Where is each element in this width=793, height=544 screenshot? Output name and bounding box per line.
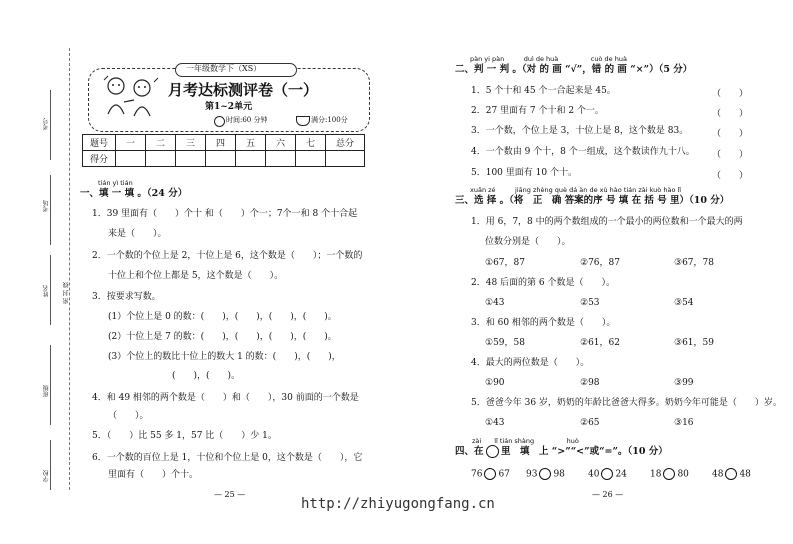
compare-left: 40 <box>588 469 600 480</box>
s2-item: 2．27 里面有 7 个十和 2 个一。 <box>471 106 604 116</box>
s3-q4-option[interactable]: ③99 <box>674 378 694 388</box>
compare-circle[interactable] <box>601 468 613 480</box>
compare-item <box>588 468 627 481</box>
score-table-header-cell: 七 <box>296 135 326 151</box>
field-line-name <box>50 255 51 325</box>
compare-item <box>471 468 510 481</box>
s1-q3-sub3-line1: (3）个位上的数比十位上的数大 1 的数：( )，( )， <box>108 352 341 362</box>
s3-q4-option[interactable]: ②98 <box>580 378 600 388</box>
score-table-header-cell: 六 <box>266 135 296 151</box>
exam-title: 月考达标测评卷（一） <box>168 81 319 99</box>
s1-q6-line2: 里面有（ ）个十。 <box>108 470 199 480</box>
s3-q4-option[interactable]: ①90 <box>485 378 505 388</box>
compare-left: 76 <box>471 469 483 480</box>
score-cell[interactable] <box>176 151 206 167</box>
score-table-score-row <box>83 151 365 167</box>
score-table-header-row <box>83 135 365 151</box>
s3-q4: 4．最大的两位数是（ ）。 <box>471 358 590 368</box>
score-cell[interactable] <box>206 151 236 167</box>
s3-q2-option[interactable]: ①43 <box>485 298 505 308</box>
s1-q5: 5．（ ）比 55 多 1，57 比（ ）少 1。 <box>92 431 277 441</box>
s3-q5-option[interactable]: ②65 <box>580 418 600 428</box>
score-cell[interactable] <box>116 151 146 167</box>
score-table-header-cell: 总分 <box>326 135 365 151</box>
label-class: 班级 <box>43 385 50 397</box>
section4-title-end: 里 填 上 “>”“<”或“=”。（10 分） <box>501 446 668 457</box>
unit-label: 第1~2单元 <box>205 102 253 112</box>
s2-answer-bracket[interactable]: （ ） <box>712 129 749 139</box>
compare-circle[interactable] <box>725 468 737 480</box>
score-table-header-cell: 四 <box>206 135 236 151</box>
field-line-class <box>50 345 51 425</box>
field-line-exam-no <box>50 90 51 160</box>
score-cell[interactable] <box>326 151 365 167</box>
section4-pinyin: zài lǐ tián shàng huò <box>472 437 579 445</box>
s3-q3: 3．和 60 相邻的两个数是（ ）。 <box>471 318 616 328</box>
compare-circle[interactable] <box>484 468 496 480</box>
compare-right: 98 <box>553 469 565 480</box>
score-table-header-cell: 五 <box>236 135 266 151</box>
s2-answer-bracket[interactable]: （ ） <box>712 171 749 181</box>
field-line-school <box>50 440 51 490</box>
compare-right: 24 <box>615 469 627 480</box>
compare-circle[interactable] <box>663 468 675 480</box>
section1-pinyin: tián yì tián <box>98 179 133 187</box>
s2-answer-bracket[interactable]: （ ） <box>712 89 749 99</box>
s3-q2-option[interactable]: ③54 <box>674 298 694 308</box>
s1-q3-sub2: (2）十位上是 7 的数：( )，( )，( )，( )。 <box>108 332 337 342</box>
series-label: 一年级数学下（XS） <box>186 64 262 73</box>
compare-right: 48 <box>739 469 751 480</box>
s3-q1-line1: 1．用 6，7，8 中的两个数组成的一个最小的两位数和一个最大的两 <box>471 217 743 227</box>
score-table-header-cell: 题号 <box>83 135 116 151</box>
circle-blank-icon <box>486 445 499 458</box>
section3-title: 三、选 择 。（将 正 确 答案的序 号 填 在 括 号 里）（10 分） <box>455 195 730 206</box>
s1-q2-line1: 2．一个数的个位上是 2，十位上是 6，这个数是（ ）；一个数的 <box>92 251 363 261</box>
label-name: 姓名 <box>43 285 50 297</box>
score-row-label: 得分 <box>83 151 116 167</box>
s2-answer-bracket[interactable]: （ ） <box>712 109 749 119</box>
compare-item <box>650 468 689 481</box>
label-school: 学校 <box>43 470 50 482</box>
label-seal-line: 密 封 线 <box>63 282 70 304</box>
s2-item: 3．一个数，个位上是 3，十位上是 8，这个数是 83。 <box>471 126 689 136</box>
compare-left: 93 <box>526 469 538 480</box>
score-table-header-cell: 三 <box>176 135 206 151</box>
s3-q3-option[interactable]: ①59，58 <box>485 338 525 348</box>
s1-q6-line1: 6．一个数的百位上是 1，十位和个位上是 0，这个数是（ ），它 <box>92 453 363 463</box>
time-label: 时间:60 分钟 <box>226 116 268 124</box>
s2-item: 4．一个数由 9 个十，8 个一组成，这个数读作九十八。 <box>471 147 695 157</box>
section2-title: 二、判 一 判 。（对 的 画 “√”，错 的 画 “×”）（5 分） <box>455 64 693 75</box>
s3-q5-option[interactable]: ①43 <box>485 418 505 428</box>
page-number-right: — 26 — <box>592 490 624 499</box>
s3-q1-option[interactable]: ③67，78 <box>674 258 714 268</box>
compare-left: 48 <box>712 469 724 480</box>
score-cell[interactable] <box>146 151 176 167</box>
s1-q1-line1: 1．39 里面有（ ）个十 和（ ）个一；7个一和 8 个十合起 <box>92 209 358 219</box>
trophy-icon <box>296 116 310 126</box>
clock-icon <box>214 116 225 127</box>
label-exam-room: 考场 <box>43 200 50 212</box>
s2-item: 1．5 个十和 45 个一合起来是 45。 <box>471 86 616 96</box>
s3-q1-line2: 位数分别是（ ）。 <box>485 237 571 247</box>
label-exam-no: 考号 <box>43 118 50 130</box>
s3-q3-option[interactable]: ②61，62 <box>580 338 620 348</box>
section1-title: 一、填 一 填 。（24 分） <box>80 188 188 199</box>
s1-q3: 3．按要求写数。 <box>92 292 161 302</box>
score-cell[interactable] <box>266 151 296 167</box>
s2-item: 5．100 里面有 10 个十。 <box>471 168 577 178</box>
score-table-header-cell: 一 <box>116 135 146 151</box>
binding-line <box>69 48 70 490</box>
compare-right: 80 <box>677 469 689 480</box>
s2-answer-bracket[interactable]: （ ） <box>712 150 749 160</box>
page-number-left: — 25 — <box>214 490 246 499</box>
s1-q3-sub1: (1）个位上是 0 的数：( )，( )，( )，( )。 <box>108 312 337 322</box>
s3-q2-option[interactable]: ②53 <box>580 298 600 308</box>
compare-item <box>526 468 565 481</box>
score-cell[interactable] <box>296 151 326 167</box>
compare-right: 67 <box>498 469 510 480</box>
s3-q5: 5．爸爸今年 36 岁，奶奶的年龄比爸爸大得多。奶奶今年可能是（ ）岁。 <box>471 398 782 408</box>
compare-item <box>712 468 751 481</box>
s3-q1-option[interactable]: ②76，87 <box>580 258 620 268</box>
section4-title-start: 四、在 <box>455 446 484 457</box>
compare-left: 18 <box>650 469 662 480</box>
score-table <box>82 134 365 167</box>
score-table-header-cell: 二 <box>146 135 176 151</box>
s3-q5-option[interactable]: ③16 <box>674 418 694 428</box>
s1-q1-line2: 来是（ ）。 <box>108 229 167 239</box>
compare-circle[interactable] <box>539 468 551 480</box>
section3-pinyin: xuǎn zé jiāng zhèng què dá àn de xù hào tián zài kuò hào lǐ <box>470 186 682 194</box>
s3-q3-option[interactable]: ③61，59 <box>674 338 714 348</box>
kids-illustration-icon <box>98 74 162 120</box>
s1-q3-sub3-line2: ( )，( )。 <box>172 371 241 381</box>
s1-q2-line2: 十位上和个位上都是 5，这个数是（ ）。 <box>108 271 284 281</box>
field-line-exam-room <box>50 175 51 245</box>
s1-q4-line1: 4．和 49 相邻的两个数是（ ）和（ ），30 前面的一个数是 <box>92 393 359 403</box>
full-score-label: 满分:100分 <box>311 116 348 124</box>
watermark-url: http://zhiyugongfang.cn <box>301 496 495 512</box>
s3-q2: 2．48 后面的第 6 个数是（ ）。 <box>471 278 615 288</box>
score-cell[interactable] <box>236 151 266 167</box>
section2-pinyin: pàn yi pàn duì de huà cuò de huà <box>470 55 627 63</box>
s1-q4-line2: （ ）。 <box>108 411 149 421</box>
s3-q1-option[interactable]: ①67，87 <box>485 258 525 268</box>
